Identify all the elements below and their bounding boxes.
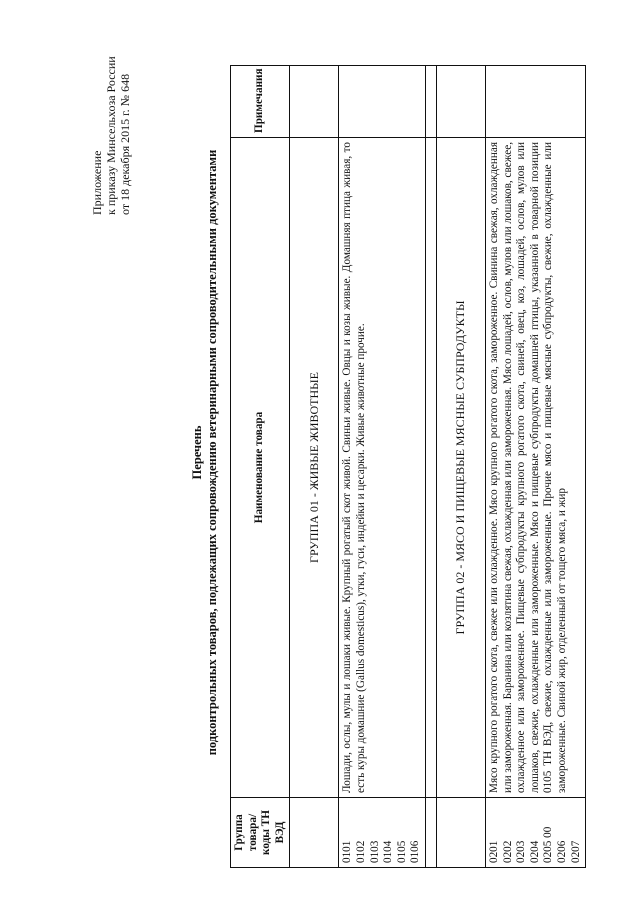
appendix-line-2: к приказу Минсельхоза России bbox=[104, 56, 118, 215]
group-02-goods-name: Мясо крупного рогатого скота, свежее или охлажденное. Мясо крупного рогатого скота, замороженное. Свинина свежая, охлажденная или замороженная. Баранина или козлятина свежая, охлажденная или замороженная. Мясо лошадей, ослов, мулов или лошаков, свежее, охлажденное или замороженное. Пищевые субпродукты крупного рогатого скота, свиней, овец, коз, лошадей, ослов, мулов или лошаков, свежие, охлажденные или замороженные. Мясо и пищевые субпродукты домашней птицы, указанной в товарной позиции 0105 ТН ВЭД, свежие, охлажденные или замороженные. Прочие мясо и пищевые мясные субпродукты, свежие, охлажденные или замороженные. Свиной жир, отделенный от тощего мяса, и жир bbox=[485, 138, 585, 798]
group-01-codes bbox=[339, 798, 426, 868]
group-02-row bbox=[436, 66, 485, 868]
group-01-goods-name: Лошади, ослы, мулы и лошаки живые. Крупный рогатый скот живой. Свиньи живые. Овцы и козы живые. Домашняя птица живая, то есть куры домашние (Gallus domesticus), утки, гуси, индейки и цесарки. Живые животные прочие. bbox=[339, 138, 426, 798]
appendix-line-3: от 18 декабря 2015 г. № 648 bbox=[118, 73, 132, 215]
table-header-row bbox=[231, 66, 290, 868]
document-subtitle: подконтрольных товаров, подлежащих сопровождению ветеринарными сопроводительными документами bbox=[205, 149, 219, 756]
code-item: 0202 bbox=[501, 840, 514, 863]
group-01-code-cell bbox=[290, 798, 339, 868]
code-item: 0104 bbox=[382, 840, 395, 863]
header-name: Наименование товара bbox=[231, 138, 290, 798]
appendix-line-1: Приложение bbox=[90, 150, 104, 215]
group-02-code-cell bbox=[436, 798, 485, 868]
table-row bbox=[485, 66, 585, 868]
code-item: 0101 bbox=[341, 840, 354, 863]
code-item: 0205 00 bbox=[542, 826, 555, 863]
header-code: Группа товара/ коды ТН ВЭД bbox=[231, 798, 290, 868]
code-item: 0204 bbox=[528, 840, 541, 863]
code-item: 0203 bbox=[515, 840, 528, 863]
group-01-row bbox=[290, 66, 339, 868]
group-02-codes bbox=[485, 798, 585, 868]
code-item: 0106 bbox=[409, 840, 422, 863]
group-01-title: ГРУППА 01 - ЖИВЫЕ ЖИВОТНЫЕ bbox=[290, 138, 339, 798]
table-row bbox=[339, 66, 426, 868]
code-item: 0103 bbox=[368, 840, 381, 863]
goods-table bbox=[230, 65, 586, 868]
code-item: 0201 bbox=[487, 840, 500, 863]
code-item: 0105 bbox=[395, 840, 408, 863]
code-item: 0102 bbox=[354, 840, 367, 863]
group-01-notes bbox=[339, 66, 426, 138]
group-02-notes-cell bbox=[436, 66, 485, 138]
code-item: 0206 bbox=[555, 840, 568, 863]
header-notes: Примечания bbox=[231, 66, 290, 138]
code-item: 0207 bbox=[569, 840, 582, 863]
appendix-note bbox=[90, 56, 132, 215]
group-01-notes-cell bbox=[290, 66, 339, 138]
document-title: Перечень bbox=[190, 425, 204, 480]
group-02-title: ГРУППА 02 - МЯСО И ПИЩЕВЫЕ МЯСНЫЕ СУБПРОДУКТЫ bbox=[436, 138, 485, 798]
spacer-row bbox=[425, 66, 436, 868]
group-02-notes bbox=[485, 66, 585, 138]
